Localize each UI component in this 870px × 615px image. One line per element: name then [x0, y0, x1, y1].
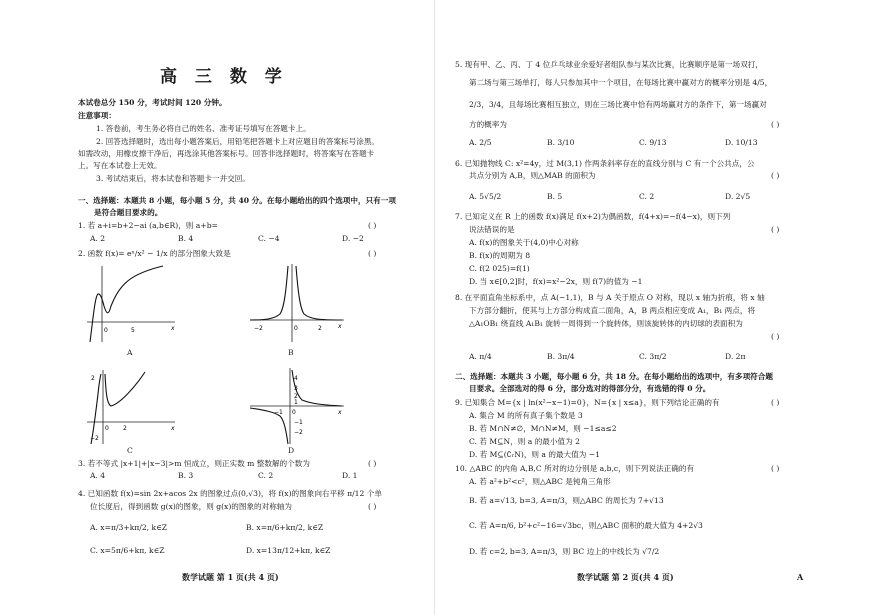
q2-answer-paren: ( ) [368, 249, 377, 258]
q5-option-d: D. 10/13 [725, 138, 758, 147]
q7-option-b: B. f(x)的周期为 8 [469, 251, 531, 260]
q5-line-3: 2/3，3/4，且每场比赛相互独立，则在三场比赛中恰有两场赢对方的条件下，第一场赢对 [469, 100, 767, 109]
q6-option-b: B. 5 [547, 192, 563, 201]
q8-option-a: A. π/4 [469, 352, 492, 361]
paper-version-label: A [797, 572, 804, 582]
q9-option-d: D. 若 M⊆(∁ᵣN)，则 a 的最大值为 −1 [469, 450, 600, 459]
svg-text:x: x [338, 409, 342, 416]
svg-text:x: x [338, 323, 342, 330]
notice-heading: 注意事项： [78, 111, 116, 120]
q2-label-c: C [127, 446, 133, 455]
q7-option-a: A. f(x)的图象关于(4,0)中心对称 [469, 238, 579, 247]
notice-2a: 2. 回答选择题时，选出每小题答案后，用铅笔把答题卡上对应题目的答案标号涂黑。 [96, 137, 380, 146]
q2-graph-d [248, 366, 348, 446]
q8-line-3: △A₁OB₁ 绕直线 A₁B₁ 旋转一周得到一个旋转体，则该旋转体的内切球的表面积为 [469, 319, 743, 328]
q2-stem: 2. 函数 f(x)= eˣ/x² − 1/x 的部分图象大致是 [78, 249, 231, 258]
q3-stem: 3. 若不等式 |x+1|+|x−3|>m 恒成立，则正实数 m 整数解的个数为 [78, 459, 310, 468]
q2-label-b: B [288, 348, 294, 357]
svg-text:x: x [171, 425, 175, 432]
q2-label-d: D [288, 446, 295, 455]
q2-graph-a [85, 264, 180, 344]
q6-option-d: D. 2√5 [725, 192, 751, 201]
svg-text:−2: −2 [254, 325, 263, 332]
q10-option-d: D. 若 c=2, b=3, A=π/3，则 BC 边上的中线长为 √7/2 [469, 547, 660, 556]
notice-2b: 如需改动，用橡皮擦干净后，再选涂其他答案标号。回答非选择题时，将答案写在答题卡 [78, 149, 375, 158]
q8-line-2: 下方部分翻折，使其与上方部分构成直二面角，A，B 两点相应变成 A₁，B₁ 两点，将 [469, 306, 756, 315]
q4-line-1: 4. 已知函数 f(x)=sin 2x+acos 2x 的图象过点(0,√3)，将 f(x)的图象向右平移 π/12 个单 [78, 489, 382, 498]
q4-option-c: C. x=5π/6+kπ, k∈Z [90, 546, 165, 555]
svg-text:−1: −1 [294, 419, 303, 426]
q5-line-2: 第二场与第三场单打，每人只参加其中一个项目，在每场比赛中赢对方的概率分别是 4/5， [469, 78, 773, 87]
q6-line-1: 6. 已知抛物线 C: x²=4y，过 M(3,1) 作两条斜率存在的直线分别与 C 有一个公共点，公 [455, 159, 755, 168]
q10-line-1: 10. △ABC 的内角 A,B,C 所对的边分别是 a,b,c，则下列说法正确的有 [455, 464, 695, 473]
q3-option-c: C. 2 [258, 471, 274, 480]
q4-answer-paren: ( ) [368, 502, 377, 511]
q5-option-a: A. 2/5 [469, 138, 492, 147]
section-1-heading: 一、选择题：本题共 8 小题，每小题 5 分，共 40 分。在每小题给出的四个选项中，只有一项 [78, 196, 396, 205]
svg-text:−2: −2 [90, 435, 99, 442]
q2-label-a: A [127, 348, 133, 357]
svg-text:3: 3 [294, 385, 298, 392]
q1-option-c: C. −4 [258, 234, 280, 243]
q8-option-d: D. 2π [725, 352, 746, 361]
svg-text:−1: −1 [274, 409, 283, 416]
q8-answer-paren: ( ) [771, 332, 780, 341]
q4-option-a: A. x=π/3+kπ/2, k∈Z [90, 523, 168, 532]
q2-graph-c [85, 368, 180, 446]
q6-line-2: 共点分别为 A,B，则△MAB 的面积为 [469, 171, 596, 180]
svg-text:0: 0 [292, 409, 296, 416]
exam-title: 高 三 数 学 [160, 67, 288, 87]
svg-text:0: 0 [104, 327, 108, 334]
q5-option-c: C. 9/13 [639, 138, 667, 147]
notice-2c: 上。写在本试卷上无效。 [78, 161, 162, 170]
svg-text:0: 0 [105, 425, 109, 432]
q8-line-1: 8. 在平面直角坐标系中，点 A(−1,1)，B 与 A 关于原点 O 对称，现以 x 轴为折痕，将 x 轴 [455, 293, 765, 302]
left-footer: 数学试题 第 1 页(共 4 页) [182, 572, 279, 582]
q6-answer-paren: ( ) [771, 171, 780, 180]
q1-option-a: A. 2 [90, 234, 106, 243]
q1-option-b: B. 4 [178, 234, 194, 243]
q10-option-b: B. 若 a=√13, b=3, A=π/3，则△ABC 的周长为 7+√13 [469, 496, 664, 505]
notice-1: 1. 答卷前，考生务必将自己的姓名、准考证号填写在答题卡上。 [96, 124, 311, 133]
q8-option-c: C. 3π/2 [639, 352, 667, 361]
q7-line-2: 说法错误的是 [469, 225, 515, 234]
q7-answer-paren: ( ) [771, 225, 780, 234]
q9-option-b: B. 若 M∩N≠∅，M∩N≠M，则 −1≤a≤2 [469, 424, 617, 433]
q5-option-b: B. 3/10 [547, 138, 575, 147]
q10-answer-paren: ( ) [771, 464, 780, 473]
svg-text:2: 2 [91, 375, 95, 382]
svg-text:2: 2 [318, 325, 322, 332]
q5-line-1: 5. 现有甲、乙、丙、丁 4 位乒乓球业余爱好者组队参与某次比赛，比赛顺序是第一场双打， [455, 60, 763, 69]
svg-text:2: 2 [123, 425, 127, 432]
q6-option-a: A. 5√5/2 [469, 192, 502, 201]
notice-3: 3. 考试结束后，将本试卷和答题卡一并交回。 [96, 174, 250, 183]
q7-option-d: D. 当 x∈[0,2]时，f(x)=x²−2x，则 f(7)的值为 −1 [469, 277, 643, 286]
svg-text:4: 4 [294, 375, 298, 382]
q8-option-b: B. 3π/4 [547, 352, 575, 361]
q1-stem: 1. 若 a+i=b+2−ai (a,b∈R)，则 a+b= [78, 221, 218, 230]
q7-option-c: C. f(2 025)=f(1) [469, 264, 530, 273]
q1-option-d: D. −2 [342, 234, 364, 243]
svg-text:2: 2 [294, 393, 298, 400]
q3-option-d: D. 1 [342, 471, 358, 480]
section-1-heading-cont: 是符合题目要求的。 [94, 208, 163, 217]
q9-line-1: 9. 已知集合 M={x | ln(x²−x−1)=0}，N={x | x≤a}，则下列结论正确的有 [455, 398, 720, 407]
q4-line-2: 位长度后，得到函数 g(x)的图象，则 g(x)的图象的对称轴为 [90, 502, 293, 511]
q5-answer-paren: ( ) [771, 120, 780, 129]
svg-text:x: x [171, 325, 175, 332]
section-2-heading: 二、选择题：本题共 3 小题，每小题 6 分，共 18 分。在每小题给出的选项中，有多项符合题 [455, 372, 773, 381]
section-2-heading-cont: 目要求。全部选对的得 6 分，部分选对的得部分分，有选错的得 0 分。 [469, 384, 711, 393]
q9-option-a: A. 集合 M 的所有真子集个数是 3 [469, 411, 583, 420]
q2-graph-b [248, 262, 348, 344]
svg-text:−2: −2 [294, 429, 303, 436]
q9-answer-paren: ( ) [771, 398, 780, 407]
q9-option-c: C. 若 M⊆N，则 a 的最小值为 2 [469, 437, 580, 446]
right-page [435, 0, 870, 615]
q4-option-b: B. x=π/6+kπ/2, k∈Z [246, 523, 324, 532]
svg-text:5: 5 [131, 327, 135, 334]
q6-option-c: C. 2 [639, 192, 655, 201]
q4-option-d: D. x=13π/12+kπ, k∈Z [246, 546, 331, 555]
q7-line-1: 7. 已知定义在 R 上的函数 f(x)满足 f(x+2)为偶函数，f(4+x)=−f(4−x)，则下列 [455, 212, 731, 221]
right-footer: 数学试题 第 2 页(共 4 页) [577, 572, 674, 582]
svg-text:1: 1 [294, 399, 298, 406]
q3-answer-paren: ( ) [368, 459, 377, 468]
q3-option-b: B. 3 [178, 471, 194, 480]
score-time: 本试卷总分 150 分，考试时间 120 分钟。 [78, 98, 227, 107]
q10-option-c: C. 若 A=π/6, b²+c²−16=√3bc，则△ABC 面积的最大值为 4+2√3 [469, 521, 703, 530]
svg-text:0: 0 [294, 325, 298, 332]
q10-option-a: A. 若 a²+b²<c²，则△ABC 是钝角三角形 [469, 477, 611, 486]
q5-line-4: 方的概率为 [469, 120, 507, 129]
q3-option-a: A. 4 [90, 471, 106, 480]
q1-answer-paren: ( ) [368, 221, 377, 230]
